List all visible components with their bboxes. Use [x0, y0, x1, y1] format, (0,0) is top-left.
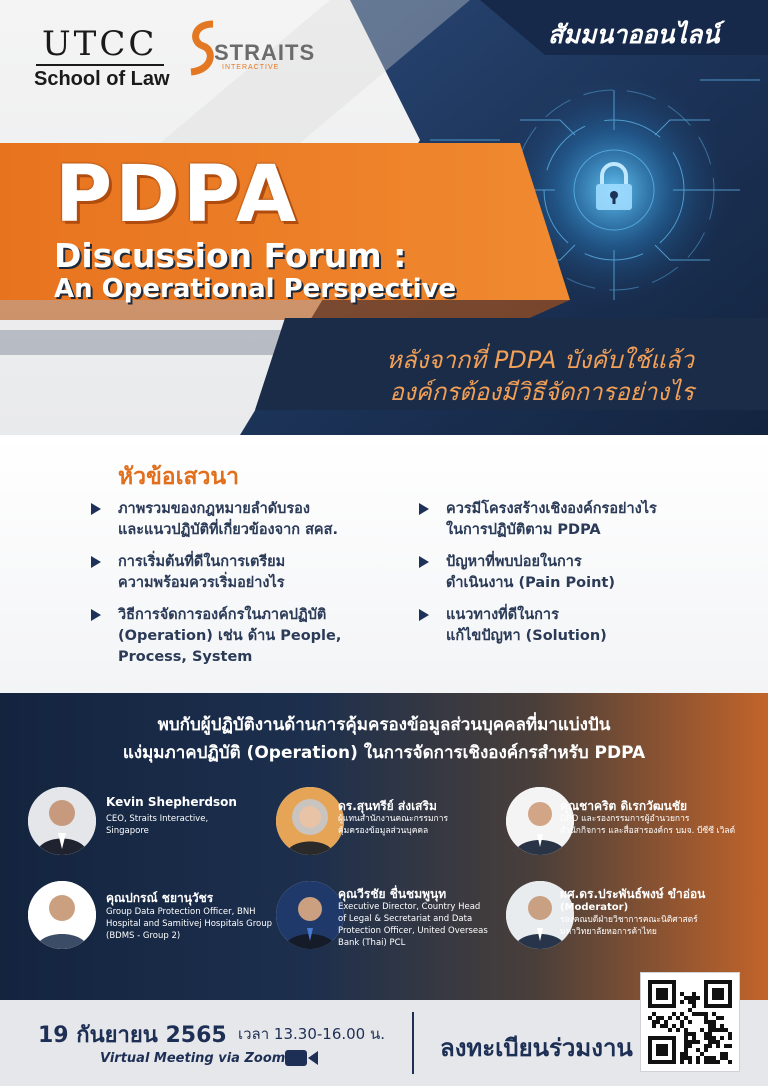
hero-banner [0, 0, 768, 435]
platform-label: Virtual Meeting via Zoom [100, 1051, 286, 1066]
speakers-heading-line-1: พบกับผู้ปฏิบัติงานด้านการคุ้มครองข้อมูลส่วนบุคคลที่มาแบ่งปัน [157, 715, 611, 735]
topic-text: และแนวปฏิบัติที่เกี่ยวข้องจาก สคส. [118, 522, 338, 538]
speakers-heading-line-2: แง่มุมภาคปฏิบัติ (Operation) ในการจัดการเชิงองค์กรสำหรับ PDPA [122, 743, 646, 763]
school-of-law-label: School of Law [34, 68, 170, 90]
speaker-name: ผศ.ดร.ประพันธ์พงษ์ ขำอ่อน [560, 887, 706, 901]
page-title: PDPA [55, 150, 300, 240]
speaker-role-line: คุ้มครองข้อมูลส่วนบุคคล [338, 826, 429, 836]
speaker-role-line: รองคณบดีฝ่ายวิชาการคณะนิติศาสตร์ [560, 915, 698, 925]
topic-item [118, 499, 338, 541]
bullet-triangle-icon [419, 609, 429, 621]
topics-section [0, 435, 768, 693]
speaker-photo [276, 787, 344, 855]
speaker-name: Kevin Shepherdson [106, 795, 237, 809]
speaker-role-line: ผู้แทนสำนักงานคณะกรรมการ [338, 814, 449, 824]
footer [0, 1000, 768, 1086]
straits-logo-sub: INTERACTIVE [222, 64, 280, 71]
topic-text: ภาพรวมของกฎหมายลำดับรอง [118, 501, 310, 517]
speakers-section [0, 693, 768, 1000]
topic-text: ปัญหาที่พบบ่อยในการ [446, 554, 582, 570]
speaker-role-line: Hospital and Samitivej Hospitals Group [106, 919, 273, 929]
moderator-label: (Moderator) [560, 902, 629, 913]
speaker-name: คุณวีรชัย ชื่นชมพูนุท [338, 887, 447, 901]
topic-text: ควรมีโครงสร้างเชิงองค์กรอย่างไร [446, 501, 657, 517]
online-seminar-badge: สัมมนาออนไลน์ [548, 20, 720, 49]
speaker-name: คุณชาคริต ดิเรกวัฒนชัย [560, 799, 688, 813]
topic-text: ความพร้อมควรเริ่มอย่างไร [118, 575, 285, 591]
topic-text: (Operation) เช่น ด้าน People, [118, 628, 342, 644]
bullet-triangle-icon [91, 556, 101, 568]
bullet-triangle-icon [91, 609, 101, 621]
topic-text: ดำเนินงาน (Pain Point) [446, 575, 615, 591]
speaker-role-line: สำนักกิจการ และสื่อสารองค์กร บมจ. บีซีซี เวิลด์ [560, 826, 736, 836]
video-camera-icon [285, 1048, 319, 1068]
speaker-role-line: Bank (Thai) PCL [338, 938, 406, 948]
bullet-triangle-icon [419, 503, 429, 515]
register-link[interactable]: ลงทะเบียนร่วมงาน [440, 1034, 633, 1062]
bullet-triangle-icon [91, 503, 101, 515]
qr-code-icon[interactable] [640, 972, 740, 1072]
topic-text: การเริ่มต้นที่ดีในการเตรียม [118, 554, 286, 570]
topic-text: แก้ไขปัญหา (Solution) [446, 628, 607, 644]
speaker-name: ดร.สุนทรีย์ ส่งเสริม [338, 799, 437, 813]
speaker-role-line: Executive Director, Country Head [338, 902, 481, 912]
speaker-role [338, 813, 498, 837]
speaker-role-line: (BDMS - Group 2) [106, 931, 181, 941]
speaker-role-line: DPO และรองกรรมการผู้อำนวยการ [560, 814, 690, 824]
speaker-name: คุณปกรณ์ ชยานุวัชร [106, 891, 214, 905]
padlock-icon [591, 162, 637, 212]
speaker-role-line: Protection Officer, United Overseas [338, 926, 488, 936]
topic-text: แนวทางที่ดีในการ [446, 607, 559, 623]
speaker-role [338, 901, 513, 949]
speaker-role-line: มหาวิทยาลัยหอการค้าไทย [560, 927, 657, 937]
speaker-photo [276, 881, 344, 949]
topic-text: ในการปฏิบัติตาม PDPA [446, 522, 601, 538]
speaker-role [560, 813, 765, 837]
speaker-role [106, 906, 276, 942]
speaker-role-line: Group Data Protection Officer, BNH [106, 907, 256, 917]
speaker-role-line: of Legal & Secretariat and Data [338, 914, 473, 924]
subtitle-line-1: หลังจากที่ PDPA บังคับใช้แล้ว [386, 346, 694, 374]
topic-item [446, 552, 615, 594]
utcc-logo: UTCC [42, 24, 158, 64]
speaker-role-line: Singapore [106, 826, 149, 836]
topic-text: วิธีการจัดการองค์กรในภาคปฏิบัติ [118, 607, 327, 623]
event-time: เวลา 13.30-16.00 น. [238, 1025, 386, 1043]
speaker-role-line: CEO, Straits Interactive, [106, 814, 209, 824]
topic-item [118, 552, 285, 594]
speaker-role [106, 813, 221, 837]
speaker-photo [28, 787, 96, 855]
speaker-photo [28, 881, 96, 949]
qr-code-graphic [641, 973, 739, 1071]
topic-item [446, 605, 607, 647]
bullet-triangle-icon [419, 556, 429, 568]
topic-text: Process, System [118, 649, 253, 665]
title-line-3: An Operational Perspective [54, 274, 457, 304]
topics-heading: หัวข้อเสวนา [118, 464, 240, 490]
logo-divider [36, 64, 164, 66]
subtitle-line-2: องค์กรต้องมีวิธีจัดการอย่างไร [389, 378, 694, 406]
topic-item [118, 605, 341, 668]
straits-logo: STRAITS [214, 40, 316, 65]
topic-item [446, 499, 657, 541]
event-date: 19 กันยายน 2565 [38, 1023, 227, 1048]
footer-divider [412, 1012, 414, 1074]
title-line-2: Discussion Forum : [54, 236, 407, 275]
speaker-role [560, 902, 760, 938]
